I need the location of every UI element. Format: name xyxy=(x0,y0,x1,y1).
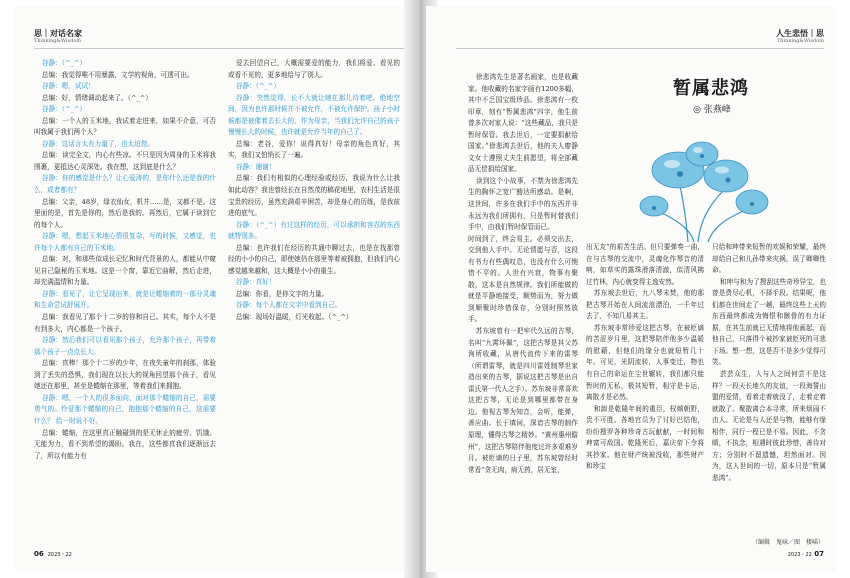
dialogue-line: 谷静：谢谢！ xyxy=(235,162,276,171)
left-page xyxy=(14,6,416,572)
right-column-4 xyxy=(712,242,826,526)
header-rule xyxy=(456,48,824,49)
dialogue-line: 谷静：每个人都在文字中看到自己。 xyxy=(235,301,342,310)
article-paragraph: 读到这个小故事，不禁为徐悲鸿先生的胸怀之宽广豁达所感动。是啊，这世间，许多在我们手中的东西并非永远为我们所拥有，只是暂时替我们手中，由我们暂时保管而已。 xyxy=(468,176,578,232)
dialogue-line: 总编：我们有相似的心理经验或经历，我说为什么让我如此动容？我也曾经长在自然茂的稿花地里，农村生活是很宝贵的经历，虽然充满艰辛困苦，却是身心的历练，是我前进的底气。 xyxy=(228,174,400,218)
dialogue-line: 谷静：然后我们可以看见那个孩子，允许那个孩子，再带着那个孩子一点点长大。 xyxy=(34,336,216,356)
dialogue-line: 谷静：（^_^） xyxy=(41,59,86,67)
article-paragraph: 苏东坡曾有一把牢代久远的古琴，名叫“九霄环佩”，这把古琴是其父苏洵所收藏，从唐代流传下来的雷琴（所谓雷琴，就是四川雷姓制琴世家造出来的古琴，据说这把古琴是出自雷氏第一代人之手）。苏东坡非常喜欢这把古琴，无论是到哪里都带在身边。他视古琴为知音，会听，能弹，善应曲。长于填词，深谙古琴的制作原理，懂得古琴之精妙。“黄州惠州儋州”，这把古琴陪伴他度过许多艰难岁月。被贬谪的日子里，苏东坡曾经时常看“贪无肉，病无药，居无室， xyxy=(468,327,578,474)
header-rule xyxy=(34,48,406,49)
dialogue-line: 总编：好，情绪调动起来了。（^_^） xyxy=(41,93,152,102)
left-column-2 xyxy=(228,58,400,398)
blue-flower-illustration xyxy=(628,124,778,244)
right-running-header: 人生悲悟｜思 Thinking&Wisdom xyxy=(776,28,824,44)
dialogue-line: 总编：我觉得唯不用暴露，文学的视角，可透可出。 xyxy=(41,70,194,79)
dialogue-line: 谷静：（^_^） xyxy=(235,82,280,91)
article-paragraph: 出无友”的艰苦生活。但只要弹奏一曲，在与古琴的交流中，灵魂化作琴音的清响，如草实的露珠滑落清澈，似清风拂过竹林，内心就变得主逸安然。 xyxy=(586,243,704,286)
dialogue-line: 总编：你看，是你文字的力量。 xyxy=(235,289,329,298)
dialogue-line: 总编：读完全文，内心有些凉。不只是因为周身的玉米将我围裹，更抵达心灵深处。我在想，这到底是什么？ xyxy=(34,151,216,171)
dialogue-line: 谷静：嗯，试试！ xyxy=(41,82,95,91)
article-paragraph: 芸芸众生，人与人之间何尝不是这样？一段天长地久的友谊，一段海誓山盟的爱情，看着走着就没了，走着走着就散了。聚散离合本寻常，所来烦闹不由人。无论是与人还是与物，能够有缘相伴，同行一程已是不易。因此，不贪瞋，不执念，相遇时彼此珍惜，善待对方；分别时不留遗憾，坦然面对。因为，这人世间的一切，原本只是“暂属悲鸿”。 xyxy=(712,370,826,482)
dialogue-line: 总编：蜷缩，在这里真正触碰到的是无休止的疲劳、饥饿、无能为力，看不到希望的渴盼。我在，这些都真我们逐渐远去了，所以有能力有 xyxy=(34,428,216,460)
dialogue-line: 总编：对，和那些似成长记忆和时代背景的人，都能从中窥见自己隐秘的玉米地。这是一个窗，靠近它曲解，然后走进，却充满温情和力量。 xyxy=(34,255,216,287)
dialogue-line: 总编：父亲，48岁，绿衣仙女，机井……是，又都不是。这里面的是，首先是你的，然后是我的。再然后，它属于读到它的每个人。 xyxy=(34,197,216,229)
right-column-3 xyxy=(586,242,704,506)
dialogue-line: 爱去回望自己，大概需要爱的能力，我们将爱、看见的或看不见的，更多地给与了别人。 xyxy=(228,59,400,79)
dialogue-line: 谷静：真好！ xyxy=(235,278,276,287)
dialogue-line: 谷静：（^_^）有过这样的经历，可以承担和容忍的东西就特别多。 xyxy=(228,220,400,241)
article-paragraph: 苏东坡去世后，九八琴未焚，他的那把古琴开始在人间流浪漂泊，一千年过去了，不知几易其主。 xyxy=(586,289,704,321)
dialogue-line: 总编：一个人的玉米地，我试着走进来，如果不介意，可否叫我属于我们两个人？ xyxy=(34,116,216,137)
article-paragraph: 和珅与和为了搜刮这些奇珍异宝，也曾是费尽心机，不择手段。结果呢，他们都在世间走了一趟，最终这些上天的东西最终都成为悔恨和骸骨的有力证据，在其生前就已无情地将他画起，而他自己，只落得个被抄家被贬死的可悲下场。想一想，这是否不是多少觉得可笑。 xyxy=(712,277,826,367)
left-folio: 06 2023・22 xyxy=(34,550,72,558)
right-folio: 2023・22 07 xyxy=(787,550,824,558)
dialogue-line: 总编：也许我们在经历的共通中聊过去，也是在找那曾经的小小的自己，即使她仍在那里等着被拥抱，但我们内心感觉越来越和，这大概是小小的重生。 xyxy=(228,243,400,275)
dialogue-line: 谷静：突然觉得，长不大就让她在那儿待着吧。绝地空间，因为也许那时候并不被允许，不被允许保护。孩子小时候都是被催着去长大的，作为母亲，当我们允许自己的孩子慢慢长大的时候，也许就是允许当年的自己了。 xyxy=(228,93,400,137)
dialogue-line: 总编：现场好温暖，灯光收起。（^_^） xyxy=(235,313,353,322)
editor-credit: （编辑 鬼咏／图 楼喵） xyxy=(751,539,824,546)
dialogue-line: 总编：真棒！那个十二岁的少年，在夜失童年的刹那，体验到了丢失的恐惧，我们现在以长大的视角回望那个孩子，看见她还在那里，甚至是蜷缩在那里，等着我们来拥抱。 xyxy=(34,359,216,391)
dialogue-line: 总编：我看见了那个十二岁的你和自己。其实，每个人不是有到多大，内心都是一个孩子。 xyxy=(34,313,216,333)
article-paragraph: 苏东坡非常珍爱这把古琴，在被贬谪的苦涩岁月里，这把琴陪伴他多少温暖的慰藉，但他们的缘分也就短暂几十年。可见，光阴流转，人事变迁，物也有自己的命运在尘世辗转，我们都只能暂时的无私，极其短暂，相守是卡运，离散才是必然。 xyxy=(586,323,704,402)
article-paragraph: 徐悲鸿先生是著名画家，也是收藏家。他收藏的名家字画有1200多幅，其中不乏国宝级珍品。徐悲鸿有一枚印章，刻有“暂属悲鸿”四字，他生前曾多次对家人说：“这些藏品，我只是暂时保管。我去世后，一定要捐献给国家。”徐悲鸿去世后，他的夫人廖静文女士遵照丈夫生前愿望，将全部藏品无偿捐给国家。 xyxy=(468,73,578,174)
dialogue-line: 谷静：嗯，想起玉米地心情很复杂，写的时候，又感觉，也许每个人都有自己的玉米地。 xyxy=(34,232,216,252)
dialogue-line: 谷静：（^_^） xyxy=(41,105,86,114)
article-paragraph: 只给和珅带来短暂的欢娱和荣耀，最终却给自己和儿孙带来灾祸，误了卿卿性命。 xyxy=(712,243,826,275)
article-paragraph: 时间到了，终会易主。必须交出去，交到他人手中。无论情愿与否，这段有书力有些偶叹息，也没有什么可惋惜不平的。人世有兴衰，物事有聚散，这本是自然规律。我们所能做的就是平静地接受，顺势而为，努力做到顺聚时珍惜保存，分别时照然放手。 xyxy=(468,234,578,324)
article-author: ◎ 张燕峰 xyxy=(693,105,731,115)
left-column-1 xyxy=(34,58,216,518)
right-page xyxy=(426,6,836,572)
article-title: 暂属悲鸿 xyxy=(673,78,749,99)
dialogue-line: 谷静：这话言太有力量了，也太迫您。 xyxy=(41,139,154,148)
dialogue-line: 总编：老谷，爱你！说得真好！母亲的角色真好，其实，我们又怕悄长了一遍。 xyxy=(228,139,400,160)
left-running-header: 思｜对话名家 Thinking&Wisdom xyxy=(34,28,82,44)
right-column-1 xyxy=(468,72,578,518)
dialogue-line: 谷静：嗯，一个人的很多面向，面对那个蜷缩的自己，需要勇气的。怜爱那个蜷缩的自己，抱抱那个蜷缩的自己，这需要什么？ 给一时说不好。 xyxy=(34,393,216,425)
dialogue-line: 谷静：看见了，让它呈现出来，就是让蜷缩着的一部分灵魂和生命尝试舒展开。 xyxy=(34,289,216,310)
dialogue-line: 谷静：你的感觉是什么？让心爱涛的，是你什么还是我的什么，或者都有？ xyxy=(34,174,216,195)
article-paragraph: 和卸是乾隆年间的重臣，权倾朝野，贵不可胜。各地官员为了讨好巴结他，纷纷搜罗各种珍奇古玩献献，一时间和珅富可敌国。乾隆死后，嘉庆帝下令将其抄家。他在财产统被没收，那些财产和珍宝 xyxy=(586,404,704,471)
